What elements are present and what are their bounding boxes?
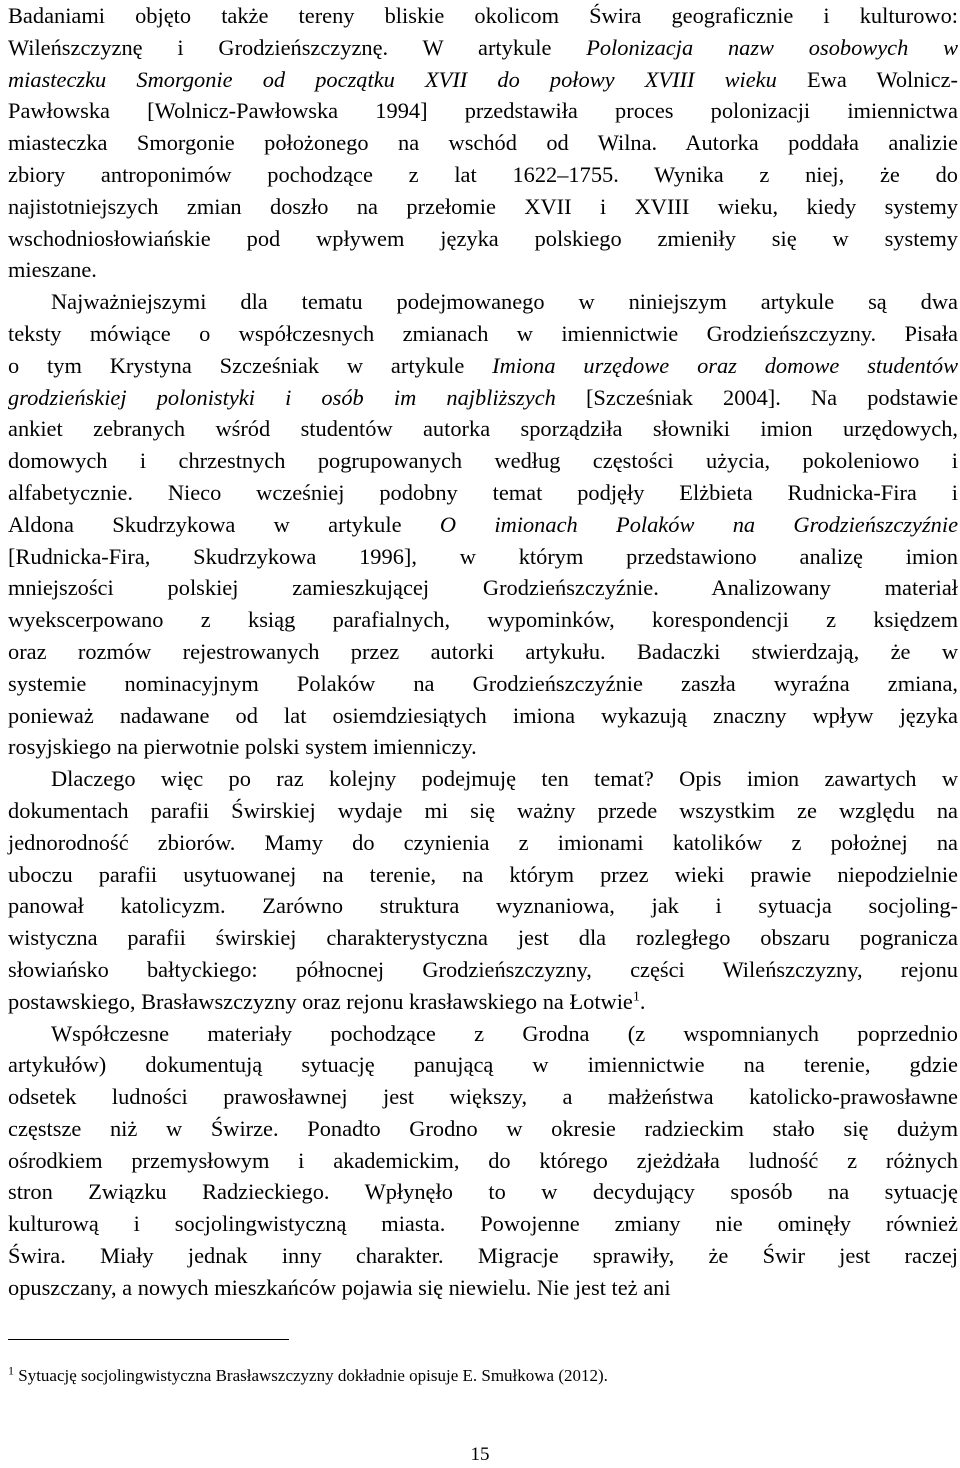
text-line [8, 32, 958, 64]
text-run: jednorodność zbiorów. Mamy do czynienia z imionami katolików z położnej na [8, 829, 958, 855]
text-run: systemie nominacyjnym Polaków na Grodzieńszczyźnie zaszła wyraźna zmiana, [8, 670, 958, 696]
text-line [8, 541, 958, 573]
text-line [8, 1272, 958, 1304]
text-line [8, 382, 958, 414]
text-line [8, 159, 958, 191]
italic-title: Imiona urzędowe oraz domowe studentów [492, 352, 958, 378]
text-run: oraz rozmów rejestrowanych przez autorki artykułu. Badaczki stwierdzają, że w [8, 638, 958, 664]
footnote-separator [8, 1339, 289, 1340]
text-line [8, 572, 958, 604]
text-run: mieszane. [8, 257, 97, 283]
text-run: wschodniosłowiańskie pod wpływem języka polskiego zmieniły się w systemy [8, 225, 958, 251]
text-run: odsetek ludności prawosławnej jest większy, a małżeństwa katolicko-prawosławne [8, 1084, 958, 1110]
paragraph-p4 [8, 1018, 958, 1304]
text-run: miasteczka Smorgonie położonego na wschód od Wilna. Autorka poddała analizie [8, 130, 958, 156]
text-run: Pawłowska [Wolnicz-Pawłowska 1994] przedstawiła proces polonizacji imiennictwa [8, 98, 958, 124]
paragraph-p1 [8, 0, 958, 286]
text-run: uboczu parafii usytuowanej na terenie, na którym przez wieki prawie niepodzielnie [8, 861, 958, 887]
paragraph-p2 [8, 286, 958, 763]
text-line [8, 1018, 958, 1050]
text-run: panował katolicyzm. Zarówno struktura wyznaniowa, jak i sytuacja socjoling- [8, 893, 958, 919]
text-line [8, 1145, 958, 1177]
text-run: Dlaczego więc po raz kolejny podejmuję ten temat? Opis imion zawartych w [51, 766, 958, 792]
text-run: rosyjskiego na pierwotnie polski system imienniczy. [8, 734, 477, 760]
text-line [8, 223, 958, 255]
text-line [8, 477, 958, 509]
text-line [8, 254, 958, 286]
text-line [8, 286, 958, 318]
footnote-reference: 1 [632, 989, 640, 1005]
text-line [8, 0, 958, 32]
text-line [8, 318, 958, 350]
text-run: częstsze niż w Świrze. Ponadto Grodno w okresie radzieckim stało się dużym [8, 1115, 958, 1141]
text-run: Badaniami objęto także tereny bliskie okolicom Świra geograficznie i kulturowo: [8, 3, 958, 28]
text-run: mniejszości polskiej zamieszkującej Grodzieńszczyźnie. Analizowany materiał [8, 575, 958, 601]
text-run: Współczesne materiały pochodzące z Grodna (z wspomnianych poprzednio [51, 1020, 958, 1046]
text-line [8, 604, 958, 636]
text-line [8, 922, 958, 954]
text-line [8, 700, 958, 732]
italic-title: miasteczku Smorgonie od początku XVII do połowy XVIII wieku [8, 66, 777, 92]
text-line [8, 1176, 958, 1208]
text-run: stron Związku Radzieckiego. Wpłynęło to w decydujący sposób na sytuację [8, 1179, 958, 1205]
footnote [8, 1365, 948, 1387]
text-run: ankiet zebranych wśród studentów autorka sporządziła słowniki imion urzędowych, [8, 416, 958, 442]
italic-title: grodzieńskiej polonistyki i osób im najbliższych [8, 384, 556, 410]
footnote-text: Sytuację socjolingwistyczna Brasławszczyzny dokładnie opisuje E. Smułkowa (2012). [14, 1366, 608, 1385]
italic-title: Polonizacja nazw osobowych w [586, 34, 959, 60]
document-page [8, 0, 958, 1304]
footnote-marker: 1 [8, 1363, 14, 1378]
text-run: teksty mówiące o współczesnych zmianach w imiennictwie Grodzieńszczyzny. Pisała [8, 320, 958, 346]
text-run: artykułów) dokumentują sytuację panującą w imiennictwie na terenie, gdzie [8, 1052, 958, 1078]
italic-title: O imionach Polaków na Grodzieńszczyźnie [439, 511, 959, 537]
text-run: Ewa Wolnicz- [776, 66, 958, 92]
text-line [8, 191, 958, 223]
text-run: opuszczany, a nowych mieszkańców pojawia się niewielu. Nie jest też ani [8, 1274, 671, 1300]
text-run: ośrodkiem przemysłowym i akademickim, do którego zjeżdżała ludność z różnych [8, 1147, 958, 1173]
page-number: 15 [470, 1444, 490, 1465]
text-run: postawskiego, Brasławszczyzny oraz rejonu krasławskiego na Łotwie [8, 988, 633, 1014]
text-run: . [639, 988, 646, 1014]
text-run: domowych i chrzestnych pogrupowanych według częstości użycia, pokoleniowo i [8, 448, 958, 474]
text-run: alfabetycznie. Nieco wcześniej podobny temat podjęły Elżbieta Rudnicka-Fira i [8, 479, 958, 505]
text-run: kulturową i socjolingwistyczną miasta. Powojenne zmiany nie ominęły również [8, 1211, 958, 1237]
text-line [8, 127, 958, 159]
text-run: [Szcześniak 2004]. Na podstawie [555, 384, 959, 410]
text-run: zbiory antroponimów pochodzące z lat 1622–1755. Wynika z niej, że do [8, 161, 958, 187]
text-line [8, 859, 958, 891]
text-line [8, 636, 958, 668]
text-run: Najważniejszymi dla tematu podejmowanego w niniejszym artykule są dwa [51, 289, 958, 315]
text-line [8, 64, 958, 96]
text-line [8, 827, 958, 859]
text-line [8, 509, 958, 541]
paragraph-p3 [8, 763, 958, 1017]
text-line [8, 1240, 958, 1272]
text-run: Aldona Skudrzykowa w artykule [8, 511, 440, 537]
text-line [8, 95, 958, 127]
text-line [8, 1208, 958, 1240]
text-line [8, 1113, 958, 1145]
text-line [8, 954, 958, 986]
body-text [8, 0, 958, 1304]
text-line [8, 1081, 958, 1113]
text-run: słowiańsko bałtyckiego: północnej Grodzieńszczyzny, części Wileńszczyzny, rejonu [8, 956, 958, 982]
text-run: wyekscerpowano z ksiąg parafialnych, wypominków, korespondencji z księdzem [8, 607, 958, 633]
text-line [8, 890, 958, 922]
text-run: ponieważ nadawane od lat osiemdziesiątych imiona wykazują znaczny wpływ języka [8, 702, 958, 728]
text-line [8, 413, 958, 445]
text-line [8, 795, 958, 827]
text-line [8, 350, 958, 382]
text-run: Wileńszczyznę i Grodzieńszczyznę. W artykule [8, 34, 587, 60]
text-line [8, 668, 958, 700]
text-run: najistotniejszych zmian doszło na przełomie XVII i XVIII wieku, kiedy systemy [8, 193, 958, 219]
text-line [8, 986, 958, 1018]
text-run: o tym Krystyna Szcześniak w artykule [8, 352, 493, 378]
text-run: wistyczna parafii świrskiej charakterystyczna jest dla rozległego obszaru pogranicza [8, 925, 958, 951]
text-run: Świra. Miały jednak inny charakter. Migracje sprawiły, że Świr jest raczej [8, 1243, 958, 1269]
text-run: dokumentach parafii Świrskiej wydaje mi się ważny przede wszystkim ze względu na [8, 797, 958, 823]
text-line [8, 445, 958, 477]
text-line [8, 731, 958, 763]
text-line [8, 763, 958, 795]
text-run: [Rudnicka-Fira, Skudrzykowa 1996], w którym przedstawiono analizę imion [8, 543, 958, 569]
text-line [8, 1049, 958, 1081]
